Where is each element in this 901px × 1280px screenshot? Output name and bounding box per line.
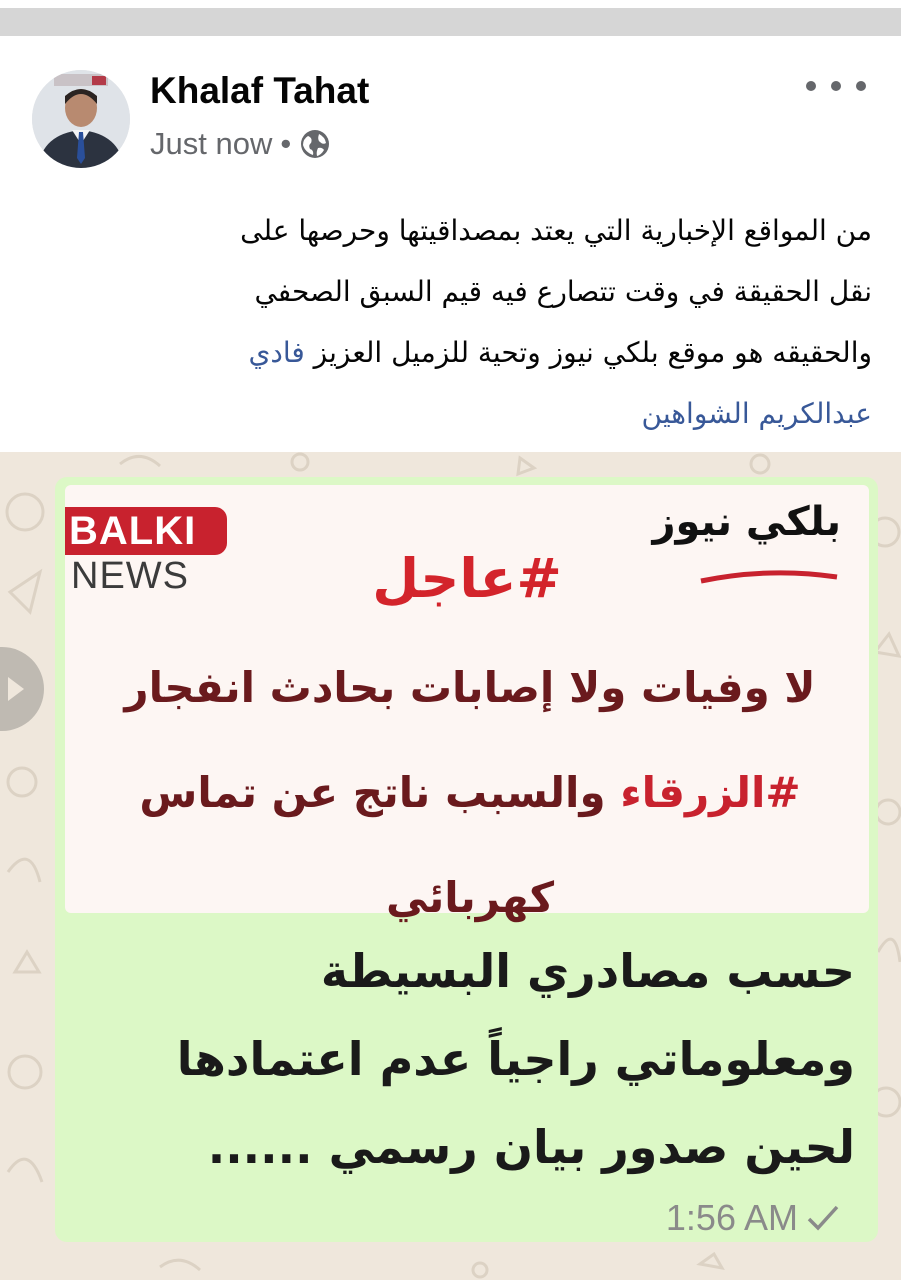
headline-hashtag: #الزرقاء [620, 768, 801, 817]
post-body [60, 200, 872, 444]
headline-line [105, 740, 835, 845]
chat-bubble [55, 477, 878, 1242]
headline [105, 635, 835, 950]
message-text [95, 927, 855, 1191]
post-time[interactable]: Just now [150, 126, 273, 161]
post-body-line: من المواقع الإخبارية التي يعتد بمصداقيتها وحرصها على [240, 214, 872, 247]
message-line: لحين صدور بيان رسمي ...... [207, 1120, 855, 1174]
logo-latin-bottom: NEWS [71, 555, 189, 597]
breaking-tag: #عاجل [372, 547, 562, 610]
mention-link-second[interactable]: عبدالكريم الشواهين [641, 397, 872, 430]
checkmark-icon [806, 1203, 840, 1233]
post-body-text: والحقيقه هو موقع بلكي نيوز وتحية للزميل العزيز [313, 336, 872, 369]
post-meta [150, 126, 331, 162]
more-options-icon[interactable] [806, 66, 866, 106]
logo-arabic: بلكي نيوز [652, 499, 841, 545]
timestamp-text: 1:56 AM [665, 1197, 798, 1238]
avatar-image [32, 70, 130, 168]
post-body-line: نقل الحقيقة في وقت تتصارع فيه قيم السبق الصحفي [254, 275, 872, 308]
post-body-line [60, 383, 872, 444]
top-divider-bar [0, 0, 901, 36]
headline-line: كهربائي [385, 873, 555, 922]
author-name[interactable]: Khalaf Tahat [150, 70, 370, 111]
message-line: ومعلوماتي راجياً عدم اعتمادها [176, 1032, 855, 1086]
mention-link-first[interactable]: فادي [248, 336, 305, 369]
post-header [0, 36, 901, 186]
meta-separator: • [280, 126, 292, 161]
message-timestamp [666, 1197, 840, 1239]
globe-icon [299, 128, 331, 160]
post-body-line [60, 322, 872, 383]
headline-line-rest: والسبب ناتج عن تماس [139, 768, 606, 817]
message-line: حسب مصادري البسيطة [320, 944, 855, 998]
logo-latin-top: BALKI [65, 507, 227, 555]
headline-line: لا وفيات ولا إصابات بحادث انفجار [124, 663, 816, 712]
news-card [65, 485, 869, 922]
avatar[interactable] [32, 70, 130, 168]
post-image[interactable] [0, 452, 901, 1280]
